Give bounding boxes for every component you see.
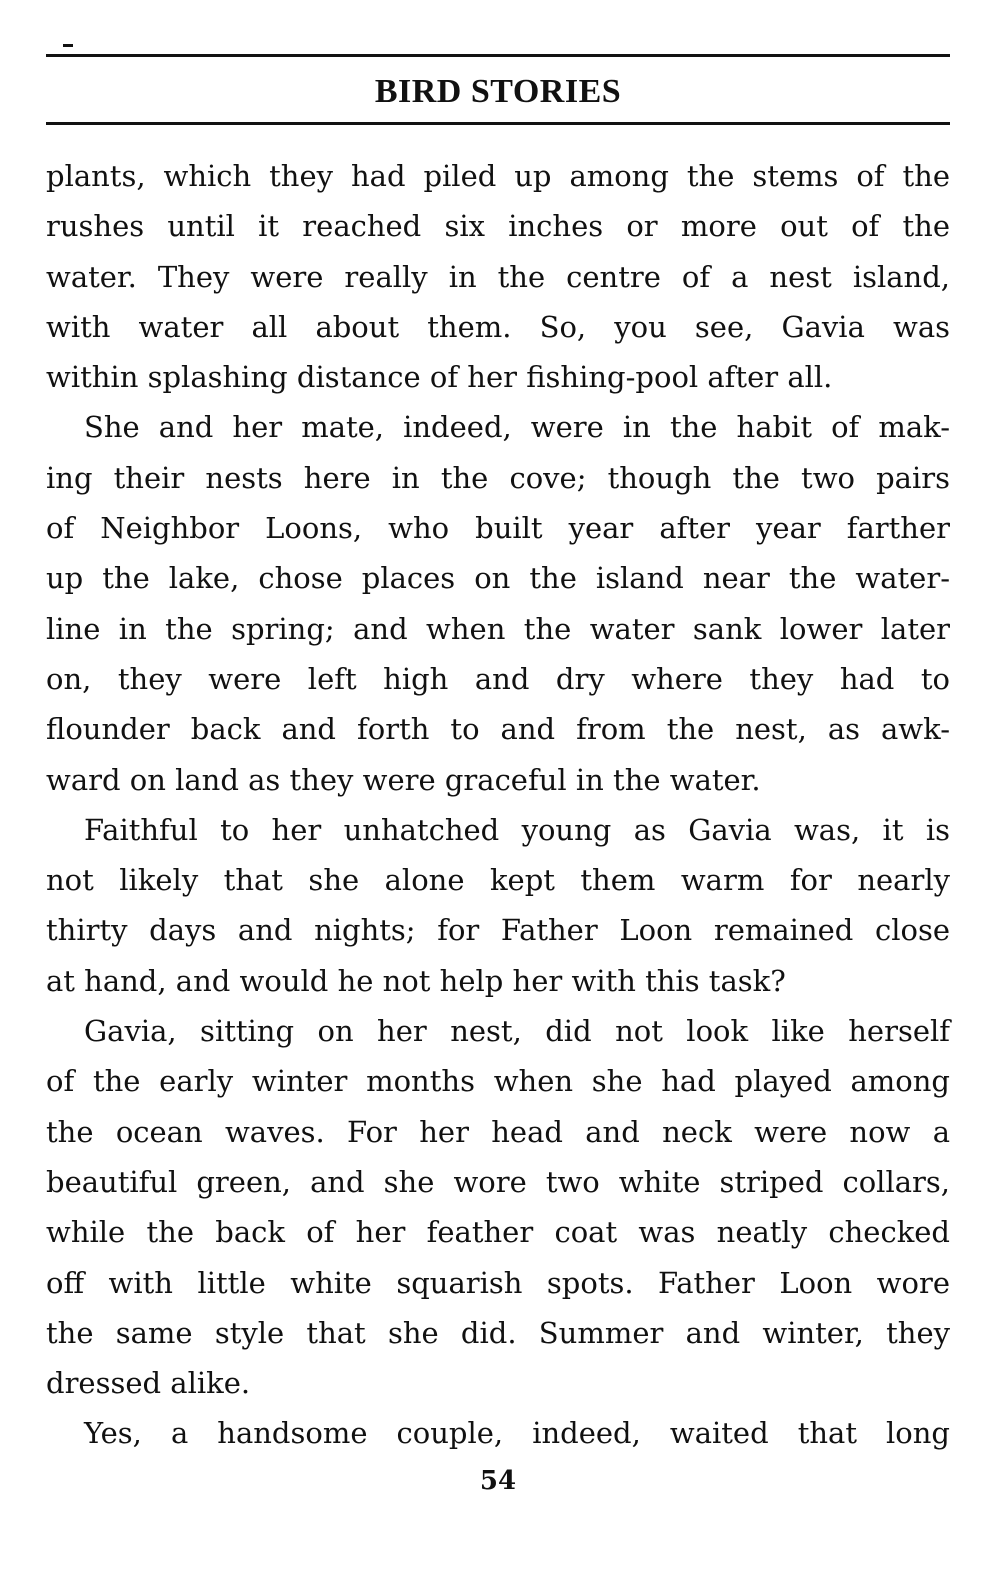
text-line: dressed alike. xyxy=(46,1366,251,1401)
text-line: while the back of her feather coat was neatly checked xyxy=(46,1215,950,1250)
text-line: flounder back and forth to and from the nest, as awk- xyxy=(46,712,950,747)
text-line: at hand, and would he not help her with this task? xyxy=(46,963,786,998)
text-line: water. They were really in the centre of a nest island, xyxy=(46,259,950,294)
book-page xyxy=(46,0,950,1584)
text-line: the ocean waves. For her head and neck were now a xyxy=(46,1114,950,1149)
text-line: thirty days and nights; for Father Loon remained close xyxy=(46,913,950,948)
text-line: within splashing distance of her fishing-pool after all. xyxy=(46,360,833,395)
text-line: line in the spring; and when the water sank lower later xyxy=(46,611,950,646)
text-line: ward on land as they were graceful in the water. xyxy=(46,762,761,797)
page-number: 54 xyxy=(479,1466,517,1496)
text-line: Faithful to her unhatched young as Gavia was, it is xyxy=(84,812,950,847)
text-line: She and her mate, indeed, were in the habit of mak- xyxy=(84,410,950,445)
text-line: the same style that she did. Summer and winter, they xyxy=(46,1315,950,1350)
text-line: rushes until it reached six inches or more out of the xyxy=(46,209,950,244)
text-line: Gavia, sitting on her nest, did not look like herself xyxy=(84,1014,950,1049)
running-title: BIRD STORIES xyxy=(374,73,622,110)
text-line: of the early winter months when she had played among xyxy=(46,1064,950,1099)
text-line: plants, which they had piled up among the stems of the xyxy=(46,159,950,193)
paragraph xyxy=(46,1006,950,1408)
text-line: up the lake, chose places on the island near the water- xyxy=(46,561,950,596)
paragraph xyxy=(46,805,950,1006)
text-line: ing their nests here in the cove; though the two pairs xyxy=(46,460,950,495)
text-line: Yes, a handsome couple, indeed, waited that long xyxy=(84,1416,950,1451)
header-rule-bottom xyxy=(46,122,950,125)
paragraph xyxy=(46,1408,950,1458)
text-line: not likely that she alone kept them warm for nearly xyxy=(46,863,950,898)
paragraph xyxy=(46,151,950,402)
text-line: with water all about them. So, you see, Gavia was xyxy=(46,309,950,344)
header-rule-top xyxy=(46,54,950,57)
printer-mark xyxy=(63,44,73,47)
text-line: beautiful green, and she wore two white striped collars, xyxy=(46,1164,950,1199)
text-line: of Neighbor Loons, who built year after year farther xyxy=(46,511,950,546)
text-line: on, they were left high and dry where they had to xyxy=(46,661,950,696)
text-line: off with little white squarish spots. Father Loon wore xyxy=(46,1265,950,1300)
body-text xyxy=(46,151,950,1459)
paragraph xyxy=(46,402,950,804)
